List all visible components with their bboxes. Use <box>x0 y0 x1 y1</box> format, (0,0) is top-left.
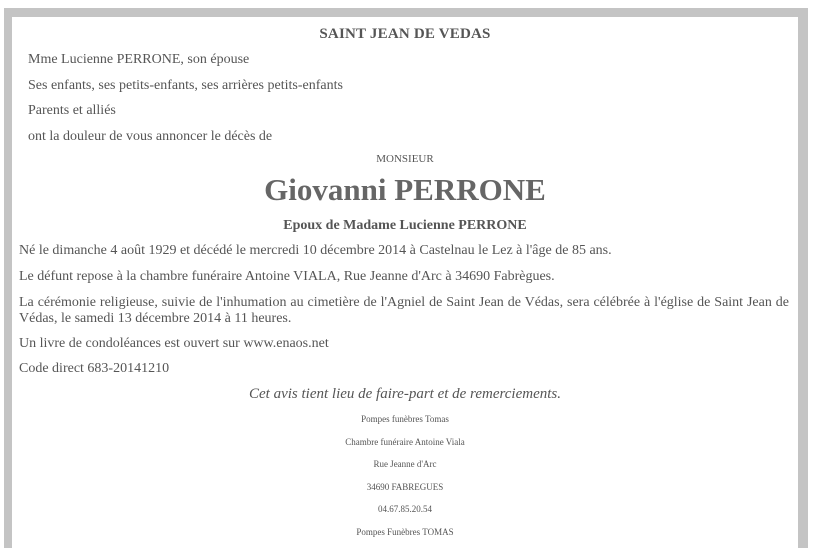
ceremony-info: La cérémonie religieuse, suivie de l'inhumation au cimetière de l'Agniel de Saint Jean de Védas, sera célébrée à l'église de Saint Jean de Védas, le samedi 13 décembre 2014 à 11 heures. <box>19 295 789 326</box>
deceased-name: Giovanni PERRONE <box>264 172 546 207</box>
birth-death-info: Né le dimanche 4 août 1929 et décédé le mercredi 10 décembre 2014 à Castelnau le Lez à l'âge de 85 ans. <box>19 243 612 258</box>
family-line-children: Ses enfants, ses petits-enfants, ses arrières petits-enfants <box>28 78 343 93</box>
obituary-notice <box>12 17 798 548</box>
funeral-city: 34690 FABREGUES <box>366 482 444 492</box>
family-line-announcement: ont la douleur de vous annoncer le décès de <box>28 129 273 144</box>
condolences-info: Un livre de condoléances est ouvert sur www.enaos.net <box>19 336 329 351</box>
funeral-street: Rue Jeanne d'Arc <box>373 459 437 469</box>
repose-info: Le défunt repose à la chambre funéraire Antoine VIALA, Rue Jeanne d'Arc à 34690 Fabrègues. <box>19 269 555 284</box>
direct-code: Code direct 683-20141210 <box>19 361 170 376</box>
notice-statement: Cet avis tient lieu de faire-part et de remerciements. <box>249 386 561 402</box>
funeral-phone: 04.67.85.20.54 <box>378 504 432 514</box>
family-line-spouse: Mme Lucienne PERRONE, son épouse <box>28 52 250 67</box>
funeral-signature: Pompes Funèbres TOMAS <box>356 527 454 537</box>
family-line-relatives: Parents et alliés <box>28 103 116 118</box>
deceased-title: MONSIEUR <box>376 153 434 165</box>
city-heading: SAINT JEAN DE VEDAS <box>319 26 491 42</box>
funeral-chamber: Chambre funéraire Antoine Viala <box>345 437 465 447</box>
funeral-home-name: Pompes funèbres Tomas <box>361 414 449 424</box>
deceased-relation: Epoux de Madame Lucienne PERRONE <box>283 218 527 233</box>
